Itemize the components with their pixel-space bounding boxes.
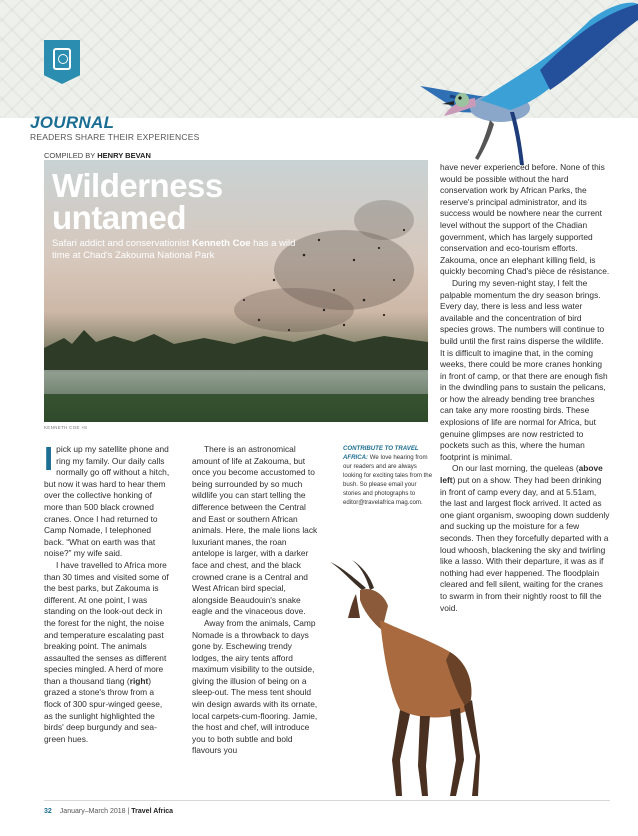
contribute-body: We love hearing from our readers and are always looking for exciting tales from the bush. So please email your stories and photographs to editor@travelafrica mag.com. <box>343 454 433 506</box>
col1-p2-post: ) grazed a stone's throw from a flock of 300 spur-winged geese, as the sunlight highlighted the birds' deep burgundy and sea-green hues. <box>44 675 163 744</box>
column-4 <box>440 162 610 614</box>
magazine-name: Travel Africa <box>131 808 174 815</box>
title-line-1: Wilderness <box>52 167 223 204</box>
column-1 <box>44 440 172 745</box>
compiled-by <box>44 151 151 160</box>
footer-divider <box>44 800 610 801</box>
standfirst-name: Kenneth Coe <box>191 238 251 249</box>
issue-date: January–March 2018 | <box>59 808 132 815</box>
section-subtitle: READERS SHARE THEIR EXPERIENCES <box>30 132 200 142</box>
contribute-box <box>343 444 433 507</box>
col1-p2-pre: I have travelled to Africa more than 30 times and visited some of the best parks, but Zakouma is different. At one point, I was standing on the look-out deck in the forest for the night, the noise and temperature escalating past breaking point. The animals assaulted the senses as different species mingled. A herd of more than a thousand tiang ( <box>44 559 169 686</box>
paragraph <box>44 440 172 560</box>
drop-cap: I <box>44 440 54 477</box>
col2-p2: Away from the animals, Camp Nomade is a throwback to days gone by. Eschewing trendy lodges, the airy tents afford maximum visibility to the outside, giving the illusion of being on a sleep-out. The mess tent should win design awards with its ornate, local carpets-cum-flooring. Jamie, the host and chef, will introduce you to both subtle and bold flavours you <box>192 617 318 756</box>
title-line-2: untamed <box>52 199 187 236</box>
col4-p3-bold: above left <box>440 463 603 486</box>
standfirst-post: has a wild time at Chad's Zakouma National Park <box>52 238 296 261</box>
page-number: 32 <box>44 808 52 815</box>
section-title: JOURNAL <box>30 113 115 132</box>
photo-credit: KENNETH COE ×8 <box>44 425 88 430</box>
floodplain-water <box>44 370 428 394</box>
contribute-heading: CONTRIBUTE TO TRAVEL AFRICA: <box>343 445 419 461</box>
paragraph <box>44 560 172 746</box>
col2-p1: There is an astronomical amount of life at Zakouma, but once you become accustomed to being surrounded by so much wildlife you can start telling the difference between the Central and East or southern African animals. Here, the male lions lack luxuriant manes, the roan antelope is larger, with a darker face and chest, and the black crowned crane is a Central and West African bird special, alongside Beaudouin's snake eagle and the vinaceous dove. <box>192 444 318 617</box>
lilac-breasted-roller-image <box>420 0 638 170</box>
paragraph <box>440 463 610 614</box>
article-title <box>52 167 223 236</box>
article-standfirst <box>52 238 312 262</box>
compiled-name: HENRY BEVAN <box>97 151 151 160</box>
page-footer <box>44 808 173 815</box>
col4-p2: During my seven-night stay, I felt the palpable momentum the dry season brings. Every day, there is less and less water available and the concentration of bird species grows. The numbers will continue to build until the first rains disperse the wildlife. It is difficult to imagine that, in the coming weeks, there could be more cranes honking in front of camp, or that there are enough fish in the dwindling pans to sustain the pelicans, or how the already bending tree branches can take any more roosting birds. These explosions of life are normal for Africa, but genuine glimpses are now restricted to pockets such as this, where the human footprint is minimal. <box>440 277 608 462</box>
compiled-label: COMPILED BY <box>44 151 96 160</box>
passport-icon <box>53 48 71 70</box>
col1-p2-bold: right <box>129 675 149 686</box>
col4-p3-post: ) put on a show. They had been drinking in front of camp every day, and at 5.51am, the last and largest flock arrived. It acted as one giant organism, swooping down suddenly and sucking up the moisture for a few seconds. Then they forcefully departed with a loud whoosh, blackening the sky and twirling like a lasso. With their departure, it was as if nothing had ever happened. The floodplain cleared and fell silent, waiting for the cranes to swarm in from their nightly roost to fill the void. <box>440 475 610 613</box>
col4-p3-pre: On our last morning, the queleas ( <box>452 463 579 474</box>
col4-p1: have never experienced before. None of this would be possible without the hard conservation work by African Parks, the reserve's principal administrator, and its success would be nowhere near the current level without the support of the Chadian government, which has largely supported conservation and eco-tourism efforts. Zakouma, once an elephant killing field, is quickly becoming Chad's pièce de résistance. <box>440 162 610 277</box>
standfirst-pre: Safari addict and conservationist <box>52 238 192 249</box>
col1-p1: pick up my satellite phone and ring my family. Our daily calls normally go off without a hitch, but now it was hard to hear them over the collective honking of more than 500 black crowned cranes. Once I had returned to Camp Nomade, I telephoned back. “What on earth was that noise?” my wife said. <box>44 444 170 559</box>
